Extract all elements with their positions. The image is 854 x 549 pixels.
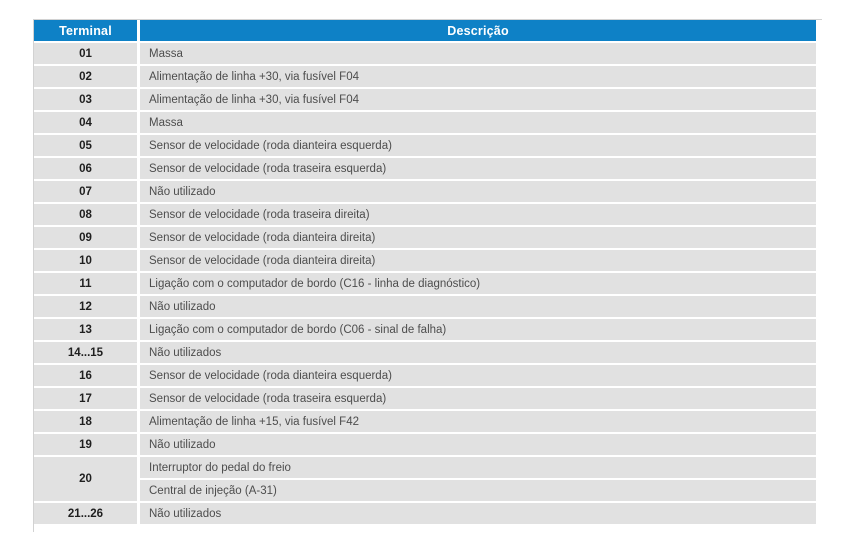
description-cell: Alimentação de linha +30, via fusível F04 [140,89,816,110]
description-cell: Sensor de velocidade (roda traseira esquerda) [140,158,816,179]
terminal-cell: 01 [34,43,137,64]
table-body [34,43,816,524]
table-row [34,135,816,156]
description-cell: Alimentação de linha +15, via fusível F42 [140,411,816,432]
column-header-descricao: Descrição [140,20,816,41]
table-row [34,480,816,501]
description-cell: Não utilizados [140,503,816,524]
table-row [34,411,816,432]
table-row [34,43,816,64]
terminal-cell: 05 [34,135,137,156]
table-row [34,434,816,455]
table-row [34,204,816,225]
table-row [34,273,816,294]
terminal-cell: 07 [34,181,137,202]
terminal-cell: 09 [34,227,137,248]
terminal-cell: 16 [34,365,137,386]
terminal-cell: 11 [34,273,137,294]
description-cell: Alimentação de linha +30, via fusível F04 [140,66,816,87]
description-cell: Sensor de velocidade (roda traseira direita) [140,204,816,225]
table-row [34,250,816,271]
description-cell: Sensor de velocidade (roda dianteira direita) [140,250,816,271]
description-cell: Não utilizado [140,296,816,317]
table-row [34,112,816,133]
header-row [34,20,816,41]
table-row [34,89,816,110]
description-cell: Não utilizado [140,434,816,455]
table-header [34,20,816,41]
table-row [34,181,816,202]
terminal-cell: 14...15 [34,342,137,363]
terminal-cell: 17 [34,388,137,409]
terminal-cell: 12 [34,296,137,317]
description-cell: Ligação com o computador de bordo (C16 - linha de diagnóstico) [140,273,816,294]
terminal-cell: 19 [34,434,137,455]
table-row [34,457,816,478]
table-row [34,319,816,340]
terminal-cell: 13 [34,319,137,340]
description-cell: Central de injeção (A-31) [140,480,816,501]
terminal-cell: 06 [34,158,137,179]
description-cell: Sensor de velocidade (roda dianteira direita) [140,227,816,248]
terminal-cell: 03 [34,89,137,110]
table-row [34,158,816,179]
description-cell: Interruptor do pedal do freio [140,457,816,478]
table-row [34,342,816,363]
terminal-cell: 04 [34,112,137,133]
description-cell: Sensor de velocidade (roda dianteira esquerda) [140,365,816,386]
terminal-pinout-table [31,18,819,526]
terminal-cell: 08 [34,204,137,225]
terminal-cell: 10 [34,250,137,271]
terminal-cell: 21...26 [34,503,137,524]
description-cell: Ligação com o computador de bordo (C06 - sinal de falha) [140,319,816,340]
table-row [34,227,816,248]
table-row [34,66,816,87]
description-cell: Massa [140,112,816,133]
table-row [34,296,816,317]
terminal-cell: 18 [34,411,137,432]
description-cell: Sensor de velocidade (roda dianteira esquerda) [140,135,816,156]
table-row [34,388,816,409]
table-row [34,365,816,386]
description-cell: Sensor de velocidade (roda traseira esquerda) [140,388,816,409]
table-row [34,503,816,524]
description-cell: Não utilizado [140,181,816,202]
terminal-cell: 02 [34,66,137,87]
column-header-terminal: Terminal [34,20,137,41]
description-cell: Massa [140,43,816,64]
description-cell: Não utilizados [140,342,816,363]
terminal-cell: 20 [34,457,137,501]
